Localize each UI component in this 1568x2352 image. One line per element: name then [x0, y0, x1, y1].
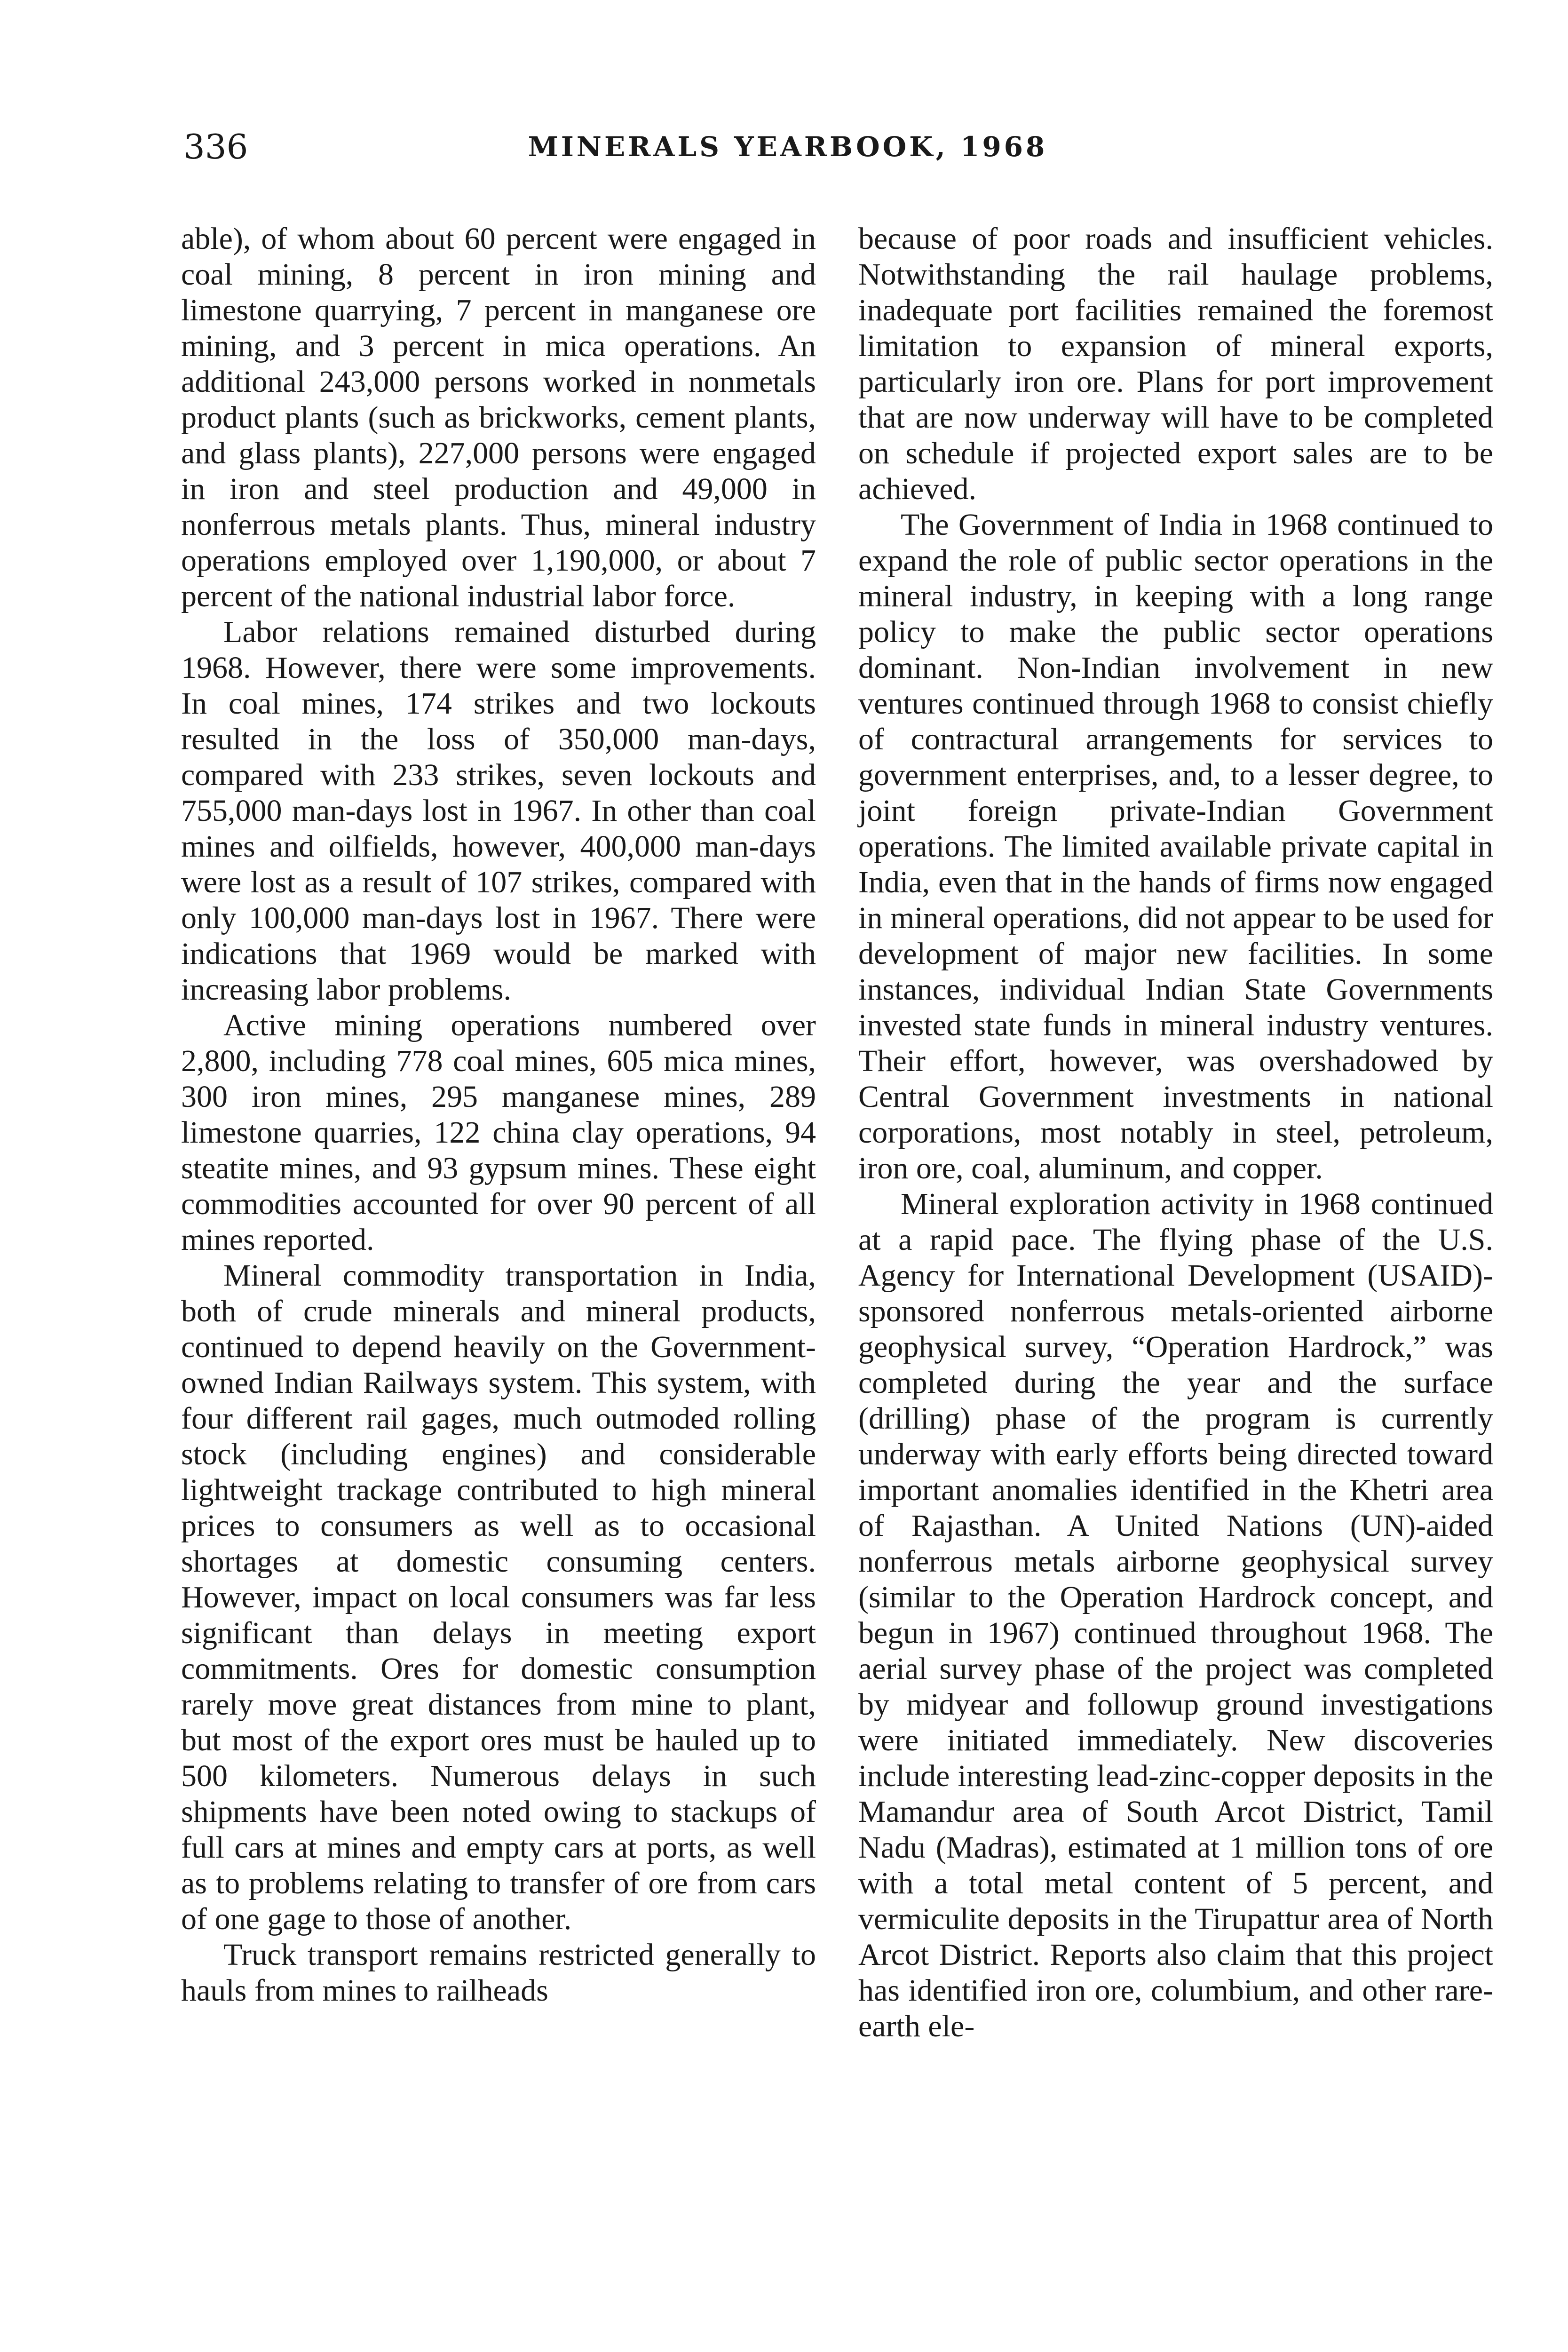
- right-column: [858, 221, 1493, 2044]
- page-header: [183, 123, 1392, 175]
- paragraph-labor-relations: Labor relations remained disturbed during 1968. However, there were some improvements. In coal mines, 174 strikes and two lockouts resulted in the loss of 350,000 man-days, compared with 233 strikes, seven lockouts and 755,000 man-days lost in 1967. In other than coal mines and oilfields, however, 400,000 man-days were lost as a result of 107 strikes, compared with only 100,000 man-days lost in 1967. There were indications that 1969 would be marked with increasing labor problems.: [181, 615, 816, 1007]
- paragraph-port-facilities: because of poor roads and insufficient vehicles. Notwithstanding the rail haulage problems, inadequate port facilities remained the foremost limitation to expansion of mineral exports, particularly iron ore. Plans for port improvement that are now underway will have to be completed on schedule if projected export sales are to be achieved.: [858, 222, 1493, 506]
- paragraph-public-sector: The Government of India in 1968 continued to expand the role of public sector operations in the mineral industry, in keeping with a long range policy to make the public sector operations dominant. Non-Indian involvement in new ventures continued through 1968 to consist chiefly of contractural arrangements for services to government enterprises, and, to a lesser degree, to joint foreign private-Indian Government operations. The limited available private capital in India, even that in the hands of firms now engaged in mineral operations, did not appear to be used for development of major new facilities. In some instances, individual Indian State Governments invested state funds in mineral industry ventures. Their effort, however, was overshadowed by Central Government investments in national corporations, most notably in steel, petroleum, iron ore, coal, aluminum, and copper.: [858, 508, 1493, 1185]
- paragraph-labor-force: able), of whom about 60 percent were engaged in coal mining, 8 percent in iron mining and limestone quarrying, 7 percent in manganese ore mining, and 3 percent in mica operations. An additional 243,000 persons worked in nonmetals product plants (such as brickworks, cement plants, and glass plants), 227,000 persons were engaged in iron and steel production and 49,000 in nonferrous metals plants. Thus, mineral industry operations employed over 1,190,000, or about 7 percent of the national industrial labor force.: [181, 222, 816, 613]
- left-column: [181, 221, 816, 2009]
- paragraph-exploration: Mineral exploration activity in 1968 continued at a rapid pace. The flying phase of the U.S. Agency for International Development (USAID)-sponsored nonferrous metals-oriented airborne geophysical survey, “Operation Hardrock,” was completed during the year and the surface (drilling) phase of the program is currently underway with early efforts being directed toward important anomalies identified in the Khetri area of Rajasthan. A United Nations (UN)-aided nonferrous metals airborne geophysical survey (similar to the Operation Hardrock concept, and begun in 1967) continued throughout 1968. The aerial survey phase of the project was completed by midyear and followup ground investigations were initiated immediately. New discoveries include interesting lead-zinc-copper deposits in the Mamandur area of South Arcot District, Tamil Nadu (Madras), estimated at 1 million tons of ore with a total metal content of 5 percent, and vermiculite deposits in the Tirupattur area of North Arcot District. Reports also claim that this project has identified iron ore, columbium, and other rare-earth ele-: [858, 1187, 1493, 2043]
- paragraph-truck-transport: Truck transport remains restricted generally to hauls from mines to railheads: [181, 1938, 816, 2008]
- paragraph-mining-operations: Active mining operations numbered over 2,800, including 778 coal mines, 605 mica mines, 300 iron mines, 295 manganese mines, 289 limestone quarries, 122 china clay operations, 94 steatite mines, and 93 gypsum mines. These eight commodities accounted for over 90 percent of all mines reported.: [181, 1008, 816, 1257]
- page-number: 336: [183, 127, 248, 167]
- paragraph-transportation: Mineral commodity transportation in India, both of crude minerals and mineral products, continued to depend heavily on the Government-owned Indian Railways system. This system, with four different rail gages, much outmoded rolling stock (including engines) and considerable lightweight trackage contributed to high mineral prices to consumers as well as to occasional shortages at domestic consuming centers. However, impact on local consumers was far less significant than delays in meeting export commitments. Ores for domestic consumption rarely move great distances from mine to plant, but most of the export ores must be hauled up to 500 kilometers. Numerous delays in such shipments have been noted owing to stackups of full cars at mines and empty cars at ports, as well as to problems relating to transfer of ore from cars of one gage to those of another.: [181, 1258, 816, 1936]
- running-head: MINERALS YEARBOOK, 1968: [528, 131, 1048, 163]
